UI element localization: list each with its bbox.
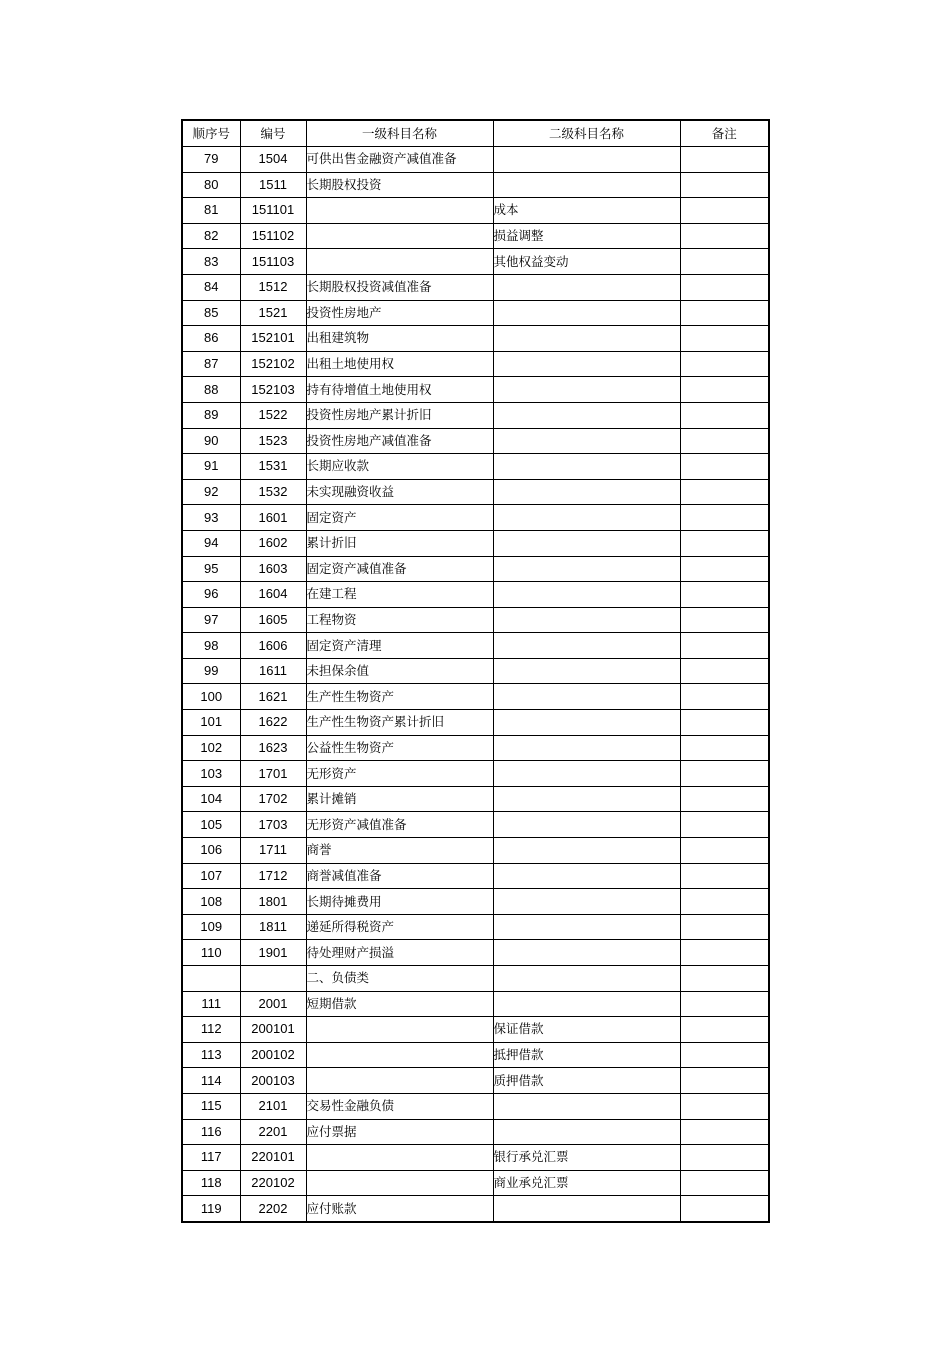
table-row	[182, 530, 769, 556]
table-row	[182, 1093, 769, 1119]
cell-level2-name	[493, 966, 680, 992]
cell-code: 1523	[240, 428, 306, 454]
chart-of-accounts-table	[181, 119, 770, 1223]
cell-level1-name: 出租建筑物	[306, 326, 493, 352]
cell-note	[680, 505, 769, 531]
cell-level1-name: 应付票据	[306, 1119, 493, 1145]
table-row	[182, 351, 769, 377]
table-row	[182, 1145, 769, 1171]
cell-seq: 107	[182, 863, 240, 889]
header-level2-name: 二级科目名称	[493, 120, 680, 147]
cell-code: 1621	[240, 684, 306, 710]
cell-seq: 90	[182, 428, 240, 454]
header-seq: 顺序号	[182, 120, 240, 147]
cell-seq: 84	[182, 274, 240, 300]
cell-seq: 96	[182, 582, 240, 608]
cell-seq: 109	[182, 914, 240, 940]
table-row	[182, 684, 769, 710]
cell-level1-name	[306, 1145, 493, 1171]
table-row	[182, 377, 769, 403]
cell-seq: 101	[182, 710, 240, 736]
cell-level1-name: 工程物资	[306, 607, 493, 633]
cell-level2-name	[493, 351, 680, 377]
table-row	[182, 326, 769, 352]
cell-note	[680, 223, 769, 249]
cell-level2-name	[493, 556, 680, 582]
cell-level1-name: 长期应收款	[306, 454, 493, 480]
cell-level2-name: 损益调整	[493, 223, 680, 249]
cell-seq: 118	[182, 1170, 240, 1196]
cell-level2-name: 商业承兑汇票	[493, 1170, 680, 1196]
cell-level2-name	[493, 402, 680, 428]
cell-level1-name: 应付账款	[306, 1196, 493, 1222]
cell-note	[680, 1170, 769, 1196]
cell-note	[680, 761, 769, 787]
cell-note	[680, 454, 769, 480]
cell-level2-name	[493, 684, 680, 710]
cell-seq: 82	[182, 223, 240, 249]
cell-seq: 114	[182, 1068, 240, 1094]
table-body	[182, 147, 769, 1222]
cell-seq: 89	[182, 402, 240, 428]
cell-level2-name	[493, 479, 680, 505]
cell-note	[680, 582, 769, 608]
cell-note	[680, 1145, 769, 1171]
cell-level1-name	[306, 1042, 493, 1068]
cell-code: 2202	[240, 1196, 306, 1222]
cell-code: 1602	[240, 530, 306, 556]
cell-code: 152101	[240, 326, 306, 352]
table-row	[182, 863, 769, 889]
cell-seq: 100	[182, 684, 240, 710]
cell-seq: 116	[182, 1119, 240, 1145]
cell-level1-name: 公益性生物资产	[306, 735, 493, 761]
table-row	[182, 223, 769, 249]
cell-seq: 99	[182, 658, 240, 684]
cell-seq: 93	[182, 505, 240, 531]
cell-level2-name	[493, 147, 680, 173]
table-row	[182, 198, 769, 224]
cell-seq: 92	[182, 479, 240, 505]
cell-seq: 85	[182, 300, 240, 326]
cell-level1-name: 无形资产	[306, 761, 493, 787]
cell-code: 1623	[240, 735, 306, 761]
cell-level2-name: 抵押借款	[493, 1042, 680, 1068]
cell-note	[680, 300, 769, 326]
cell-note	[680, 1042, 769, 1068]
cell-level2-name	[493, 505, 680, 531]
cell-level2-name	[493, 1093, 680, 1119]
cell-note	[680, 556, 769, 582]
cell-seq: 103	[182, 761, 240, 787]
cell-note	[680, 812, 769, 838]
cell-note	[680, 198, 769, 224]
cell-code: 2001	[240, 991, 306, 1017]
cell-level2-name	[493, 1196, 680, 1222]
cell-level1-name: 长期股权投资	[306, 172, 493, 198]
cell-level2-name	[493, 761, 680, 787]
cell-level1-name: 固定资产减值准备	[306, 556, 493, 582]
cell-code	[240, 966, 306, 992]
cell-level2-name	[493, 735, 680, 761]
cell-level1-name: 固定资产清理	[306, 633, 493, 659]
cell-level1-name: 无形资产减值准备	[306, 812, 493, 838]
cell-level1-name	[306, 198, 493, 224]
cell-level1-name: 递延所得税资产	[306, 914, 493, 940]
cell-level2-name	[493, 172, 680, 198]
cell-code: 200103	[240, 1068, 306, 1094]
cell-seq: 117	[182, 1145, 240, 1171]
cell-level1-name	[306, 1017, 493, 1043]
cell-note	[680, 684, 769, 710]
cell-level1-name: 生产性生物资产累计折旧	[306, 710, 493, 736]
table-row	[182, 1068, 769, 1094]
table-row	[182, 991, 769, 1017]
table-row	[182, 1196, 769, 1222]
cell-code: 151102	[240, 223, 306, 249]
cell-level1-name: 待处理财产损溢	[306, 940, 493, 966]
cell-level1-name: 长期股权投资减值准备	[306, 274, 493, 300]
cell-seq: 86	[182, 326, 240, 352]
cell-seq: 83	[182, 249, 240, 275]
cell-code: 1605	[240, 607, 306, 633]
cell-level1-name: 未担保余值	[306, 658, 493, 684]
cell-seq: 105	[182, 812, 240, 838]
table-row	[182, 761, 769, 787]
cell-note	[680, 838, 769, 864]
cell-level2-name: 成本	[493, 198, 680, 224]
cell-level2-name	[493, 530, 680, 556]
cell-code: 1801	[240, 889, 306, 915]
cell-level2-name: 银行承兑汇票	[493, 1145, 680, 1171]
table-row	[182, 889, 769, 915]
cell-code: 200101	[240, 1017, 306, 1043]
cell-note	[680, 940, 769, 966]
table-row	[182, 940, 769, 966]
table-row	[182, 505, 769, 531]
cell-level1-name: 累计折旧	[306, 530, 493, 556]
table-row	[182, 658, 769, 684]
cell-seq: 111	[182, 991, 240, 1017]
cell-level1-name: 投资性房地产	[306, 300, 493, 326]
cell-level1-name: 交易性金融负债	[306, 1093, 493, 1119]
cell-level1-name: 投资性房地产累计折旧	[306, 402, 493, 428]
table-row	[182, 249, 769, 275]
cell-note	[680, 786, 769, 812]
cell-note	[680, 351, 769, 377]
cell-seq: 115	[182, 1093, 240, 1119]
cell-note	[680, 428, 769, 454]
cell-seq: 112	[182, 1017, 240, 1043]
table-row	[182, 607, 769, 633]
cell-code: 1711	[240, 838, 306, 864]
header-level1-name: 一级科目名称	[306, 120, 493, 147]
table-row	[182, 582, 769, 608]
cell-level2-name	[493, 710, 680, 736]
cell-seq: 95	[182, 556, 240, 582]
cell-level1-name: 未实现融资收益	[306, 479, 493, 505]
cell-code: 1532	[240, 479, 306, 505]
cell-code: 1522	[240, 402, 306, 428]
cell-level1-name	[306, 1068, 493, 1094]
cell-seq: 87	[182, 351, 240, 377]
cell-level2-name	[493, 838, 680, 864]
cell-code: 2201	[240, 1119, 306, 1145]
cell-level1-name	[306, 1170, 493, 1196]
table-row	[182, 479, 769, 505]
cell-note	[680, 402, 769, 428]
cell-level1-name	[306, 223, 493, 249]
table-row	[182, 454, 769, 480]
cell-code: 1712	[240, 863, 306, 889]
header-note: 备注	[680, 120, 769, 147]
cell-level1-name: 可供出售金融资产减值准备	[306, 147, 493, 173]
table-row	[182, 172, 769, 198]
cell-seq: 110	[182, 940, 240, 966]
cell-seq: 81	[182, 198, 240, 224]
cell-seq: 113	[182, 1042, 240, 1068]
table-row	[182, 428, 769, 454]
cell-note	[680, 607, 769, 633]
cell-seq: 97	[182, 607, 240, 633]
table-row	[182, 402, 769, 428]
cell-seq: 79	[182, 147, 240, 173]
cell-code: 1603	[240, 556, 306, 582]
cell-code: 1606	[240, 633, 306, 659]
table-row	[182, 838, 769, 864]
table-row	[182, 633, 769, 659]
cell-level1-name: 商誉减值准备	[306, 863, 493, 889]
cell-level1-name: 累计摊销	[306, 786, 493, 812]
cell-level1-name: 固定资产	[306, 505, 493, 531]
cell-note	[680, 274, 769, 300]
cell-code: 1504	[240, 147, 306, 173]
cell-code: 152102	[240, 351, 306, 377]
cell-code: 1702	[240, 786, 306, 812]
cell-seq: 88	[182, 377, 240, 403]
cell-level2-name	[493, 428, 680, 454]
cell-note	[680, 172, 769, 198]
cell-level1-name: 出租土地使用权	[306, 351, 493, 377]
table-row	[182, 556, 769, 582]
cell-level1-name: 生产性生物资产	[306, 684, 493, 710]
cell-level2-name	[493, 633, 680, 659]
cell-seq: 91	[182, 454, 240, 480]
cell-note	[680, 1017, 769, 1043]
cell-note	[680, 326, 769, 352]
cell-code: 1611	[240, 658, 306, 684]
table-row	[182, 1170, 769, 1196]
cell-note	[680, 710, 769, 736]
cell-code: 220101	[240, 1145, 306, 1171]
cell-level2-name	[493, 326, 680, 352]
cell-note	[680, 633, 769, 659]
cell-level1-name: 持有待增值土地使用权	[306, 377, 493, 403]
cell-note	[680, 658, 769, 684]
cell-seq: 104	[182, 786, 240, 812]
cell-seq: 119	[182, 1196, 240, 1222]
table-row	[182, 274, 769, 300]
cell-note	[680, 1093, 769, 1119]
cell-code: 1703	[240, 812, 306, 838]
cell-note	[680, 1196, 769, 1222]
cell-note	[680, 530, 769, 556]
cell-level2-name: 保证借款	[493, 1017, 680, 1043]
cell-level2-name	[493, 377, 680, 403]
header-code: 编号	[240, 120, 306, 147]
cell-note	[680, 377, 769, 403]
table-row	[182, 966, 769, 992]
cell-level1-name: 二、负债类	[306, 966, 493, 992]
table-row	[182, 1119, 769, 1145]
cell-note	[680, 249, 769, 275]
cell-code: 1901	[240, 940, 306, 966]
cell-level2-name: 其他权益变动	[493, 249, 680, 275]
cell-code: 152103	[240, 377, 306, 403]
table-row	[182, 300, 769, 326]
cell-level2-name	[493, 940, 680, 966]
cell-code: 1601	[240, 505, 306, 531]
cell-level2-name: 质押借款	[493, 1068, 680, 1094]
table-row	[182, 786, 769, 812]
cell-level1-name: 长期待摊费用	[306, 889, 493, 915]
cell-seq: 98	[182, 633, 240, 659]
cell-note	[680, 991, 769, 1017]
cell-note	[680, 1119, 769, 1145]
cell-seq: 94	[182, 530, 240, 556]
table-row	[182, 914, 769, 940]
cell-code: 2101	[240, 1093, 306, 1119]
cell-code: 220102	[240, 1170, 306, 1196]
cell-seq: 102	[182, 735, 240, 761]
cell-note	[680, 863, 769, 889]
cell-code: 1622	[240, 710, 306, 736]
cell-level1-name: 在建工程	[306, 582, 493, 608]
cell-code: 1512	[240, 274, 306, 300]
cell-note	[680, 1068, 769, 1094]
cell-level2-name	[493, 1119, 680, 1145]
cell-note	[680, 147, 769, 173]
cell-code: 151103	[240, 249, 306, 275]
table-row	[182, 812, 769, 838]
cell-level2-name	[493, 786, 680, 812]
cell-code: 1604	[240, 582, 306, 608]
cell-seq	[182, 966, 240, 992]
cell-level2-name	[493, 658, 680, 684]
cell-code: 1511	[240, 172, 306, 198]
cell-level1-name: 商誉	[306, 838, 493, 864]
table-row	[182, 710, 769, 736]
cell-level1-name	[306, 249, 493, 275]
cell-seq: 106	[182, 838, 240, 864]
cell-code: 1521	[240, 300, 306, 326]
cell-seq: 80	[182, 172, 240, 198]
cell-level2-name	[493, 607, 680, 633]
cell-level2-name	[493, 889, 680, 915]
cell-seq: 108	[182, 889, 240, 915]
cell-note	[680, 889, 769, 915]
table-row	[182, 147, 769, 173]
cell-level2-name	[493, 300, 680, 326]
cell-note	[680, 479, 769, 505]
table-header-row	[182, 120, 769, 147]
cell-code: 1811	[240, 914, 306, 940]
cell-note	[680, 914, 769, 940]
cell-level2-name	[493, 914, 680, 940]
cell-code: 200102	[240, 1042, 306, 1068]
cell-level1-name: 投资性房地产减值准备	[306, 428, 493, 454]
cell-level1-name: 短期借款	[306, 991, 493, 1017]
table-row	[182, 735, 769, 761]
cell-level2-name	[493, 274, 680, 300]
cell-level2-name	[493, 991, 680, 1017]
cell-level2-name	[493, 863, 680, 889]
table-row	[182, 1042, 769, 1068]
cell-code: 1701	[240, 761, 306, 787]
cell-level2-name	[493, 454, 680, 480]
table-row	[182, 1017, 769, 1043]
cell-code: 1531	[240, 454, 306, 480]
cell-note	[680, 966, 769, 992]
cell-level2-name	[493, 812, 680, 838]
cell-code: 151101	[240, 198, 306, 224]
cell-level2-name	[493, 582, 680, 608]
cell-note	[680, 735, 769, 761]
